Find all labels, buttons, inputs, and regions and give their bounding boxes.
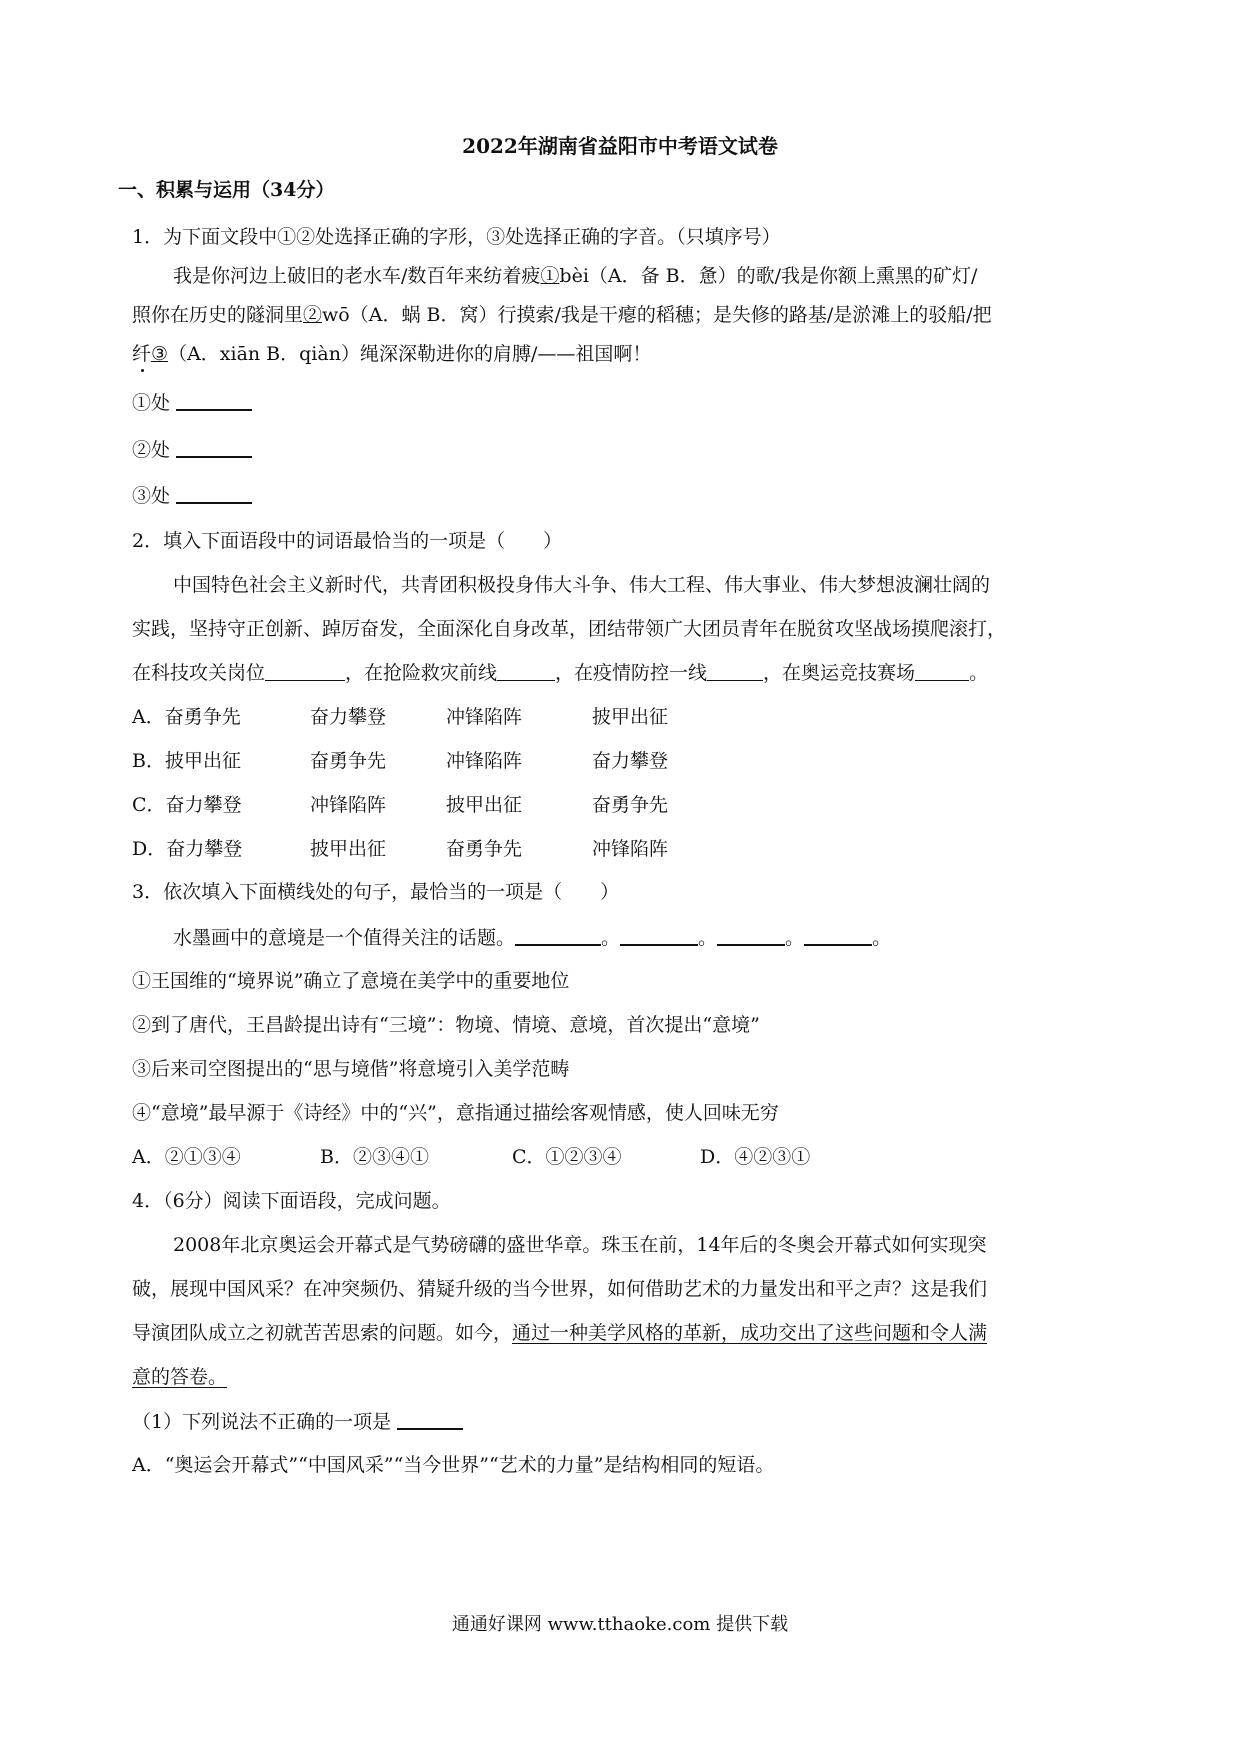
q4-subquestion-1: （1）下列说法不正确的一项是: [132, 1408, 463, 1435]
answer-blank[interactable]: [176, 482, 252, 504]
q2-option-d[interactable]: D．奋力攀登: [132, 838, 243, 860]
q3-sentence-1: ①王国维的“境界说”确立了意境在美学中的重要地位: [132, 970, 570, 992]
q3-passage: 水墨画中的意境是一个值得关注的话题。 。 。 。 。: [173, 924, 891, 951]
q2-option-a[interactable]: A．奋勇争先: [132, 706, 241, 728]
q2-passage-line3: 在科技攻关岗位 ，在抢险救灾前线 ，在疫情防控一线 ，在奥运竞技赛场 。: [132, 662, 989, 684]
q2-option-b[interactable]: B．披甲出征: [132, 750, 241, 772]
q1-passage-line1: 我是你河边上破旧的老水车/数百年来纺着疲①bèi（A．备 B．惫）的歌/我是你额上熏黑的矿灯/: [173, 265, 978, 287]
answer-blank[interactable]: [717, 924, 785, 946]
q3-sentence-2: ②到了唐代，王昌龄提出诗有“三境”：物境、情境、意境，首次提出“意境”: [132, 1014, 760, 1036]
answer-blank[interactable]: [620, 924, 698, 946]
q2-stem: 2．填入下面语段中的词语最恰当的一项是（ ）: [132, 530, 563, 552]
page-title: 2022年湖南省益阳市中考语文试卷: [462, 134, 778, 158]
q1-passage-line2: 照你在历史的隧洞里②wō（A．蜗 B．窝）行摸索/我是干瘪的稻穗；是失修的路基/是淤滩上的驳船/把: [132, 304, 992, 326]
answer-blank[interactable]: [707, 660, 763, 681]
q2-option-b-word: 奋力攀登: [592, 750, 669, 772]
q2-option-a-word: 冲锋陷阵: [446, 706, 523, 728]
q4-passage-line1: 2008年北京奥运会开幕式是气势磅礴的盛世华章。珠玉在前，14年后的冬奥会开幕式如何实现突: [173, 1234, 987, 1256]
q2-option-b-word: 冲锋陷阵: [446, 750, 523, 772]
q2-option-b-word: 奋勇争先: [310, 750, 387, 772]
answer-blank[interactable]: [515, 924, 601, 946]
section-heading: 一、积累与运用（34分）: [118, 179, 335, 201]
q3-option-d[interactable]: D．④②③①: [700, 1146, 811, 1168]
q2-option-d-word: 冲锋陷阵: [592, 838, 669, 860]
underlined-sentence: 意的答卷。: [132, 1366, 228, 1388]
q3-sentence-3: ③后来司空图提出的“思与境偕”将意境引入美学范畴: [132, 1058, 570, 1080]
q2-option-d-word: 奋勇争先: [446, 838, 523, 860]
q3-option-b[interactable]: B．②③④①: [320, 1146, 429, 1168]
q3-sentence-4: ④“意境”最早源于《诗经》中的“兴”，意指通过描绘客观情感，使人回味无穷: [132, 1102, 779, 1124]
q4-stem: 4．（6分）阅读下面语段，完成问题。: [132, 1190, 451, 1212]
q1-answer-2: ②处: [132, 436, 252, 463]
q2-passage-line2: 实践，坚持守正创新、踔厉奋发，全面深化自身改革，团结带领广大团员青年在脱贫攻坚战场摸爬滚打，: [132, 618, 1007, 640]
q4-option-a[interactable]: A．“奥运会开幕式”“中国风采”“当今世界”“艺术的力量”是结构相同的短语。: [132, 1454, 775, 1476]
q4-passage-line3: 导演团队成立之初就苦苦思索的问题。如今，通过一种美学风格的革新，成功交出了这些问题和令人满: [132, 1322, 988, 1344]
q2-passage-line1: 中国特色社会主义新时代，共青团积极投身伟大斗争、伟大工程、伟大事业、伟大梦想波澜壮阔的: [173, 574, 991, 596]
q3-option-a[interactable]: A．②①③④: [132, 1146, 241, 1168]
q2-option-a-word: 披甲出征: [592, 706, 669, 728]
q1-passage-line3: 纤③（A．xiān B．qiàn）绳深深勒进你的肩膊/——祖国啊！: [132, 343, 652, 365]
q2-option-a-word: 奋力攀登: [310, 706, 387, 728]
answer-blank[interactable]: [176, 436, 252, 458]
q2-option-c-word: 披甲出征: [446, 794, 523, 816]
q2-option-c[interactable]: C．奋力攀登: [132, 794, 242, 816]
q3-stem: 3．依次填入下面横线处的句子，最恰当的一项是（ ）: [132, 881, 620, 903]
q2-option-c-word: 奋勇争先: [592, 794, 669, 816]
q3-option-c[interactable]: C．①②③④: [512, 1146, 622, 1168]
answer-blank[interactable]: [804, 924, 872, 946]
q2-option-c-word: 冲锋陷阵: [310, 794, 387, 816]
answer-blank[interactable]: [397, 1408, 463, 1430]
q4-passage-line2: 破，展现中国风采？在冲突频仍、猜疑升级的当今世界，如何借助艺术的力量发出和平之声？这是我们: [132, 1278, 988, 1300]
q1-stem: 1．为下面文段中①②处选择正确的字形，③处选择正确的字音。（只填序号）: [132, 226, 781, 248]
page-footer: 通通好课网 www.tthaoke.com 提供下载: [451, 1614, 789, 1635]
answer-blank[interactable]: [265, 660, 345, 681]
q1-answer-3: ③处: [132, 482, 252, 509]
answer-blank[interactable]: [176, 389, 252, 411]
underlined-sentence: 通过一种美学风格的革新，成功交出了这些问题和令人满: [512, 1322, 988, 1344]
answer-blank[interactable]: [915, 660, 969, 681]
q1-answer-1: ①处: [132, 389, 252, 416]
answer-blank[interactable]: [497, 660, 555, 681]
q2-option-d-word: 披甲出征: [310, 838, 387, 860]
q4-passage-line4: [132, 1364, 227, 1390]
